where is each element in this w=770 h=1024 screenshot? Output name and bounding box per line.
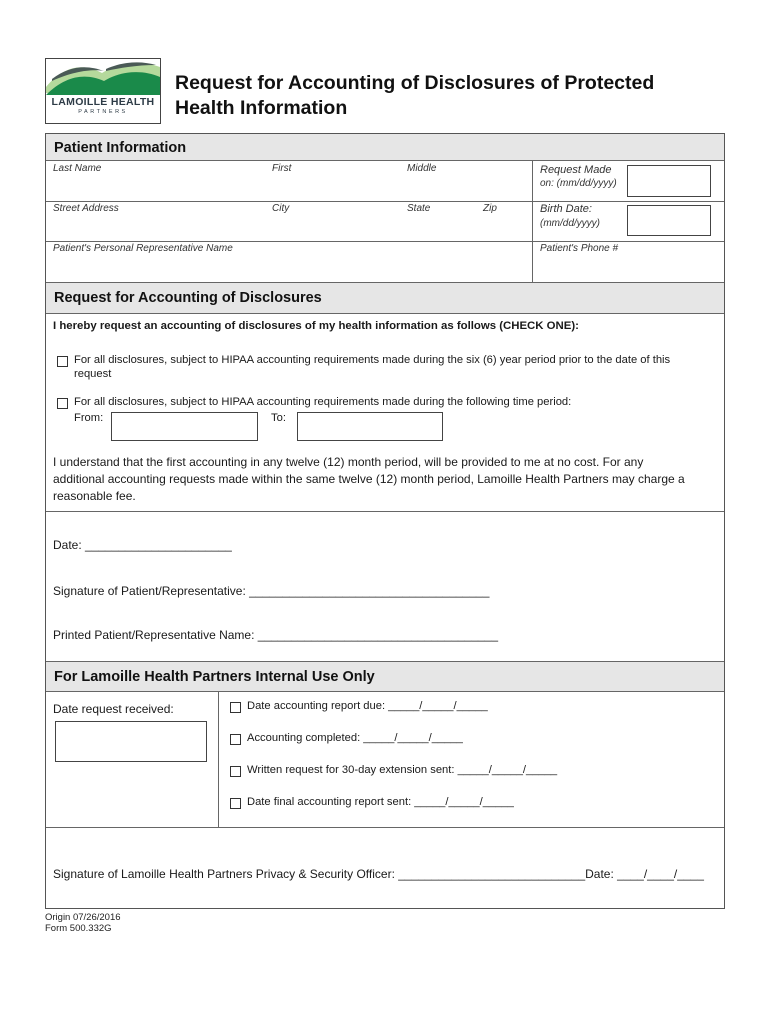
birth-date-label: Birth Date: xyxy=(540,203,592,215)
date-request-received-label: Date request received: xyxy=(53,702,174,716)
divider xyxy=(46,827,724,828)
request-made-label: Request Made xyxy=(540,164,612,176)
representative-name-label: Patient's Personal Representative Name xyxy=(53,243,233,254)
accounting-completed-text: Accounting completed: _____/_____/_____ xyxy=(247,732,463,744)
patient-signature-field[interactable]: Signature of Patient/Representative: ____________________________________ xyxy=(53,584,490,598)
extension-sent-checkbox[interactable] xyxy=(230,766,241,777)
extension-sent-text: Written request for 30-day extension sent: _____/_____/_____ xyxy=(247,764,558,776)
from-label: From: xyxy=(74,412,104,424)
page-title: Request for Accounting of Disclosures of Protected Health Information xyxy=(175,72,655,119)
internal-use-heading: For Lamoille Health Partners Internal Use Only xyxy=(46,662,724,691)
origin-date: Origin 07/26/2016 xyxy=(45,912,121,923)
request-made-date-input[interactable] xyxy=(627,165,711,197)
patient-phone-label: Patient's Phone # xyxy=(540,243,619,254)
last-name-label: Last Name xyxy=(53,163,102,174)
six-year-option-text-continued: request xyxy=(74,368,112,380)
state-label: State xyxy=(407,203,431,214)
request-accounting-heading: Request for Accounting of Disclosures xyxy=(46,283,724,313)
street-address-label: Street Address xyxy=(53,203,119,214)
to-date-input[interactable] xyxy=(297,412,443,441)
divider xyxy=(46,313,724,314)
divider xyxy=(532,160,533,282)
logo-subname: PARTNERS xyxy=(78,109,128,115)
six-year-period-checkbox[interactable] xyxy=(57,356,68,367)
birth-date-input[interactable] xyxy=(627,205,711,236)
fee-notice-line-1: I understand that the first accounting in any twelve (12) month period, will be provided to me at no cost. For any xyxy=(53,455,644,469)
check-one-instruction: I hereby request an accounting of disclosures of my health information as follows (CHECK ONE): xyxy=(53,320,579,332)
report-due-text: Date accounting report due: _____/_____/_____ xyxy=(247,700,488,712)
divider xyxy=(46,241,724,242)
final-report-sent-checkbox[interactable] xyxy=(230,798,241,809)
fee-notice-line-3: reasonable fee. xyxy=(53,489,136,503)
logo-name: LAMOILLE HEALTH xyxy=(51,96,155,108)
middle-name-label: Middle xyxy=(407,163,437,174)
report-due-checkbox[interactable] xyxy=(230,702,241,713)
date-signature-field[interactable]: Date: ______________________ xyxy=(53,538,232,552)
six-year-option-text: For all disclosures, subject to HIPAA accounting requirements made during the six (6) year period prior to the date of this xyxy=(74,354,671,366)
first-name-label: First xyxy=(272,163,292,174)
organization-logo xyxy=(45,58,161,124)
divider xyxy=(46,201,724,202)
privacy-officer-signature-field[interactable]: Signature of Lamoille Health Partners Privacy & Security Officer: ____________________________Date: ____/____/____ xyxy=(53,867,704,881)
patient-information-heading: Patient Information xyxy=(46,134,724,160)
to-label: To: xyxy=(271,412,286,424)
final-report-sent-text: Date final accounting report sent: _____/_____/_____ xyxy=(247,796,514,808)
time-period-checkbox[interactable] xyxy=(57,398,68,409)
mountains-logo-graphic xyxy=(46,59,160,99)
divider xyxy=(46,160,724,161)
date-received-input[interactable] xyxy=(55,721,207,762)
divider xyxy=(46,511,724,512)
divider xyxy=(218,691,219,827)
divider xyxy=(46,691,724,692)
zip-label: Zip xyxy=(483,203,497,214)
time-period-option-text: For all disclosures, subject to HIPAA accounting requirements made during the following time period: xyxy=(74,396,572,408)
city-label: City xyxy=(272,203,290,214)
printed-name-field[interactable]: Printed Patient/Representative Name: ____________________________________ xyxy=(53,628,499,642)
fee-notice-line-2: additional accounting requests made within the same twelve (12) month period, Lamoille Health Partners may charge a xyxy=(53,472,685,486)
from-date-input[interactable] xyxy=(111,412,258,441)
form-number: Form 500.332G xyxy=(45,923,112,934)
birth-date-format-label: (mm/dd/yyyy) xyxy=(540,218,600,229)
accounting-completed-checkbox[interactable] xyxy=(230,734,241,745)
request-made-format-label: on: (mm/dd/yyyy) xyxy=(540,178,617,189)
